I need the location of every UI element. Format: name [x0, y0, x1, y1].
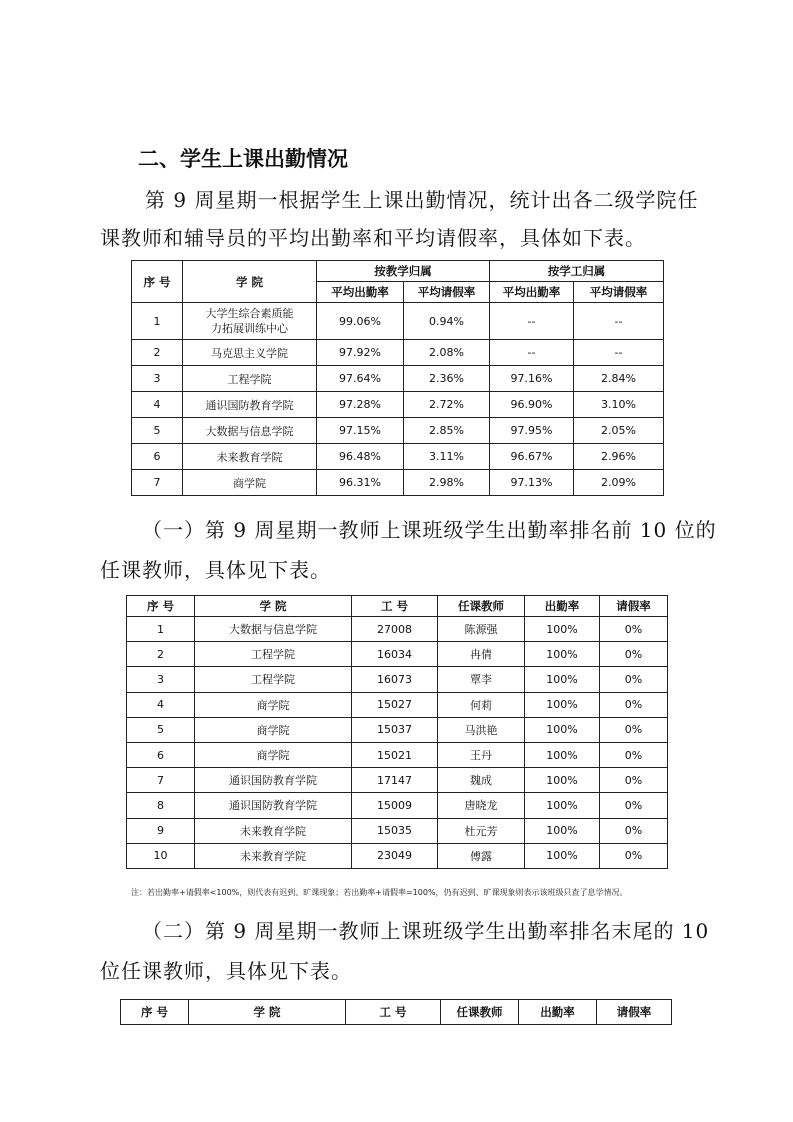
cell-teaching-attendance: 96.48%: [317, 444, 404, 470]
bottom10-teacher-table: [120, 999, 672, 1025]
cell-student-leave: 2.05%: [574, 418, 664, 444]
cell-staff-id: 27008: [352, 617, 438, 642]
header-college: 学 院: [189, 1000, 346, 1025]
cell-index: 10: [127, 843, 195, 868]
cell-teaching-attendance: 97.28%: [317, 392, 404, 418]
cell-teacher: 陈源强: [438, 617, 525, 642]
cell-college: 通识国防教育学院: [195, 768, 352, 793]
cell-student-attendance: 96.67%: [490, 444, 574, 470]
cell-attendance: 100%: [525, 742, 600, 767]
cell-student-leave: --: [574, 340, 664, 366]
top10-teacher-table: [126, 595, 668, 869]
cell-index: 2: [132, 340, 183, 366]
cell-leave: 0%: [600, 617, 668, 642]
header-staff-id: 工 号: [352, 596, 438, 617]
cell-index: 7: [127, 768, 195, 793]
cell-leave: 0%: [600, 793, 668, 818]
table-row: [127, 768, 668, 793]
cell-student-attendance: 96.90%: [490, 392, 574, 418]
cell-college: 工程学院: [195, 642, 352, 667]
cell-staff-id: 15035: [352, 818, 438, 843]
table-row: [132, 340, 664, 366]
header-attendance: 出勤率: [525, 596, 600, 617]
cell-teaching-leave: 2.98%: [404, 470, 490, 496]
cell-teaching-leave: 0.94%: [404, 303, 490, 340]
table-row: [132, 470, 664, 496]
cell-teaching-attendance: 97.64%: [317, 366, 404, 392]
cell-index: 2: [127, 642, 195, 667]
intro-paragraph-line-1: 第 9 周星期一根据学生上课出勤情况，统计出各二级学院任: [145, 188, 699, 212]
cell-college: 大学生综合素质能力拓展训练中心: [183, 303, 317, 340]
cell-teaching-leave: 2.72%: [404, 392, 490, 418]
header-teacher: 任课教师: [438, 596, 525, 617]
table-row: [127, 667, 668, 692]
cell-staff-id: 15009: [352, 793, 438, 818]
header-group-teaching: 按教学归属: [317, 261, 490, 282]
cell-leave: 0%: [600, 818, 668, 843]
cell-leave: 0%: [600, 742, 668, 767]
cell-teacher: 杜元芳: [438, 818, 525, 843]
cell-teacher: 冉倩: [438, 642, 525, 667]
cell-college: 工程学院: [183, 366, 317, 392]
cell-teaching-leave: 2.85%: [404, 418, 490, 444]
cell-college: 商学院: [195, 742, 352, 767]
cell-staff-id: 16073: [352, 667, 438, 692]
cell-index: 1: [132, 303, 183, 340]
cell-staff-id: 15037: [352, 717, 438, 742]
header-group-student-affairs: 按学工归属: [490, 261, 664, 282]
cell-index: 6: [127, 742, 195, 767]
subsection-1-line-2: 任课教师，具体见下表。: [100, 558, 331, 582]
cell-staff-id: 23049: [352, 843, 438, 868]
cell-college: 商学院: [183, 470, 317, 496]
cell-teaching-attendance: 99.06%: [317, 303, 404, 340]
cell-teaching-attendance: 97.92%: [317, 340, 404, 366]
cell-leave: 0%: [600, 692, 668, 717]
cell-teacher: 覃李: [438, 667, 525, 692]
table-row: [127, 642, 668, 667]
cell-college: 未来教育学院: [195, 818, 352, 843]
cell-index: 5: [132, 418, 183, 444]
table-row: [127, 692, 668, 717]
cell-attendance: 100%: [525, 818, 600, 843]
cell-college: 大数据与信息学院: [195, 617, 352, 642]
header-college: 学 院: [183, 261, 317, 303]
intro-paragraph-line-2: 课教师和辅导员的平均出勤率和平均请假率，具体如下表。: [100, 226, 646, 250]
cell-attendance: 100%: [525, 692, 600, 717]
table-row: [127, 818, 668, 843]
cell-attendance: 100%: [525, 768, 600, 793]
cell-college: 通识国防教育学院: [195, 793, 352, 818]
cell-attendance: 100%: [525, 642, 600, 667]
header-college: 学 院: [195, 596, 352, 617]
cell-leave: 0%: [600, 768, 668, 793]
cell-index: 3: [132, 366, 183, 392]
cell-leave: 0%: [600, 717, 668, 742]
header-leave: 请假率: [600, 596, 668, 617]
cell-staff-id: 16034: [352, 642, 438, 667]
cell-college: 通识国防教育学院: [183, 392, 317, 418]
cell-college: 马克思主义学院: [183, 340, 317, 366]
cell-attendance: 100%: [525, 717, 600, 742]
header-student-avg-leave: 平均请假率: [574, 282, 664, 303]
cell-student-attendance: --: [490, 303, 574, 340]
table-row: [127, 843, 668, 868]
cell-index: 3: [127, 667, 195, 692]
cell-teaching-attendance: 96.31%: [317, 470, 404, 496]
cell-leave: 0%: [600, 667, 668, 692]
cell-staff-id: 15021: [352, 742, 438, 767]
header-student-avg-attendance: 平均出勤率: [490, 282, 574, 303]
table-footnote: 注：若出勤率+请假率<100%，则代表有迟到、旷课现象；若出勤率+请假率=100%，仍有迟到、旷课现象则表示该班级只查了息学情况。: [131, 888, 628, 897]
cell-index: 4: [127, 692, 195, 717]
header-index: 序 号: [121, 1000, 189, 1025]
cell-attendance: 100%: [525, 667, 600, 692]
cell-leave: 0%: [600, 843, 668, 868]
header-index: 序 号: [127, 596, 195, 617]
cell-teacher: 唐晓龙: [438, 793, 525, 818]
cell-student-attendance: 97.16%: [490, 366, 574, 392]
subsection-2-line-1: （二）第 9 周星期一教师上课班级学生出勤率排名末尾的 10: [142, 919, 710, 943]
cell-staff-id: 17147: [352, 768, 438, 793]
cell-college: 未来教育学院: [183, 444, 317, 470]
header-staff-id: 工 号: [346, 1000, 441, 1025]
cell-index: 8: [127, 793, 195, 818]
cell-college: 未来教育学院: [195, 843, 352, 868]
subsection-2-line-2: 位任课教师，具体见下表。: [100, 959, 352, 983]
table-row: [132, 303, 664, 340]
cell-attendance: 100%: [525, 617, 600, 642]
cell-teaching-leave: 3.11%: [404, 444, 490, 470]
cell-index: 4: [132, 392, 183, 418]
cell-college: 商学院: [195, 692, 352, 717]
table-row: [132, 392, 664, 418]
cell-index: 1: [127, 617, 195, 642]
cell-student-leave: --: [574, 303, 664, 340]
table-row: [127, 717, 668, 742]
cell-teacher: 王丹: [438, 742, 525, 767]
table-row: [132, 366, 664, 392]
cell-teaching-attendance: 97.15%: [317, 418, 404, 444]
cell-student-leave: 2.96%: [574, 444, 664, 470]
table-row: [132, 444, 664, 470]
cell-teacher: 傅露: [438, 843, 525, 868]
cell-teaching-leave: 2.36%: [404, 366, 490, 392]
cell-student-attendance: --: [490, 340, 574, 366]
cell-student-attendance: 97.95%: [490, 418, 574, 444]
cell-index: 5: [127, 717, 195, 742]
cell-student-leave: 2.09%: [574, 470, 664, 496]
header-index: 序 号: [132, 261, 183, 303]
subsection-1-line-1: （一）第 9 周星期一教师上课班级学生出勤率排名前 10 位的: [142, 518, 717, 542]
cell-college: 大数据与信息学院: [183, 418, 317, 444]
table-row: [127, 617, 668, 642]
cell-teaching-leave: 2.08%: [404, 340, 490, 366]
table-row: [127, 742, 668, 767]
header-teaching-avg-leave: 平均请假率: [404, 282, 490, 303]
cell-teacher: 何莉: [438, 692, 525, 717]
cell-index: 9: [127, 818, 195, 843]
cell-index: 6: [132, 444, 183, 470]
cell-staff-id: 15027: [352, 692, 438, 717]
header-leave: 请假率: [597, 1000, 672, 1025]
header-teacher: 任课教师: [441, 1000, 519, 1025]
cell-index: 7: [132, 470, 183, 496]
cell-teacher: 魏成: [438, 768, 525, 793]
section-heading: 二、学生上课出勤情况: [138, 147, 348, 171]
header-attendance: 出勤率: [519, 1000, 597, 1025]
cell-college: 工程学院: [195, 667, 352, 692]
cell-attendance: 100%: [525, 793, 600, 818]
cell-teacher: 马洪艳: [438, 717, 525, 742]
header-teaching-avg-attendance: 平均出勤率: [317, 282, 404, 303]
cell-attendance: 100%: [525, 843, 600, 868]
cell-leave: 0%: [600, 642, 668, 667]
college-attendance-table: [131, 260, 664, 496]
cell-student-leave: 2.84%: [574, 366, 664, 392]
table-row: [127, 793, 668, 818]
cell-college: 商学院: [195, 717, 352, 742]
cell-student-leave: 3.10%: [574, 392, 664, 418]
cell-student-attendance: 97.13%: [490, 470, 574, 496]
table-row: [132, 418, 664, 444]
